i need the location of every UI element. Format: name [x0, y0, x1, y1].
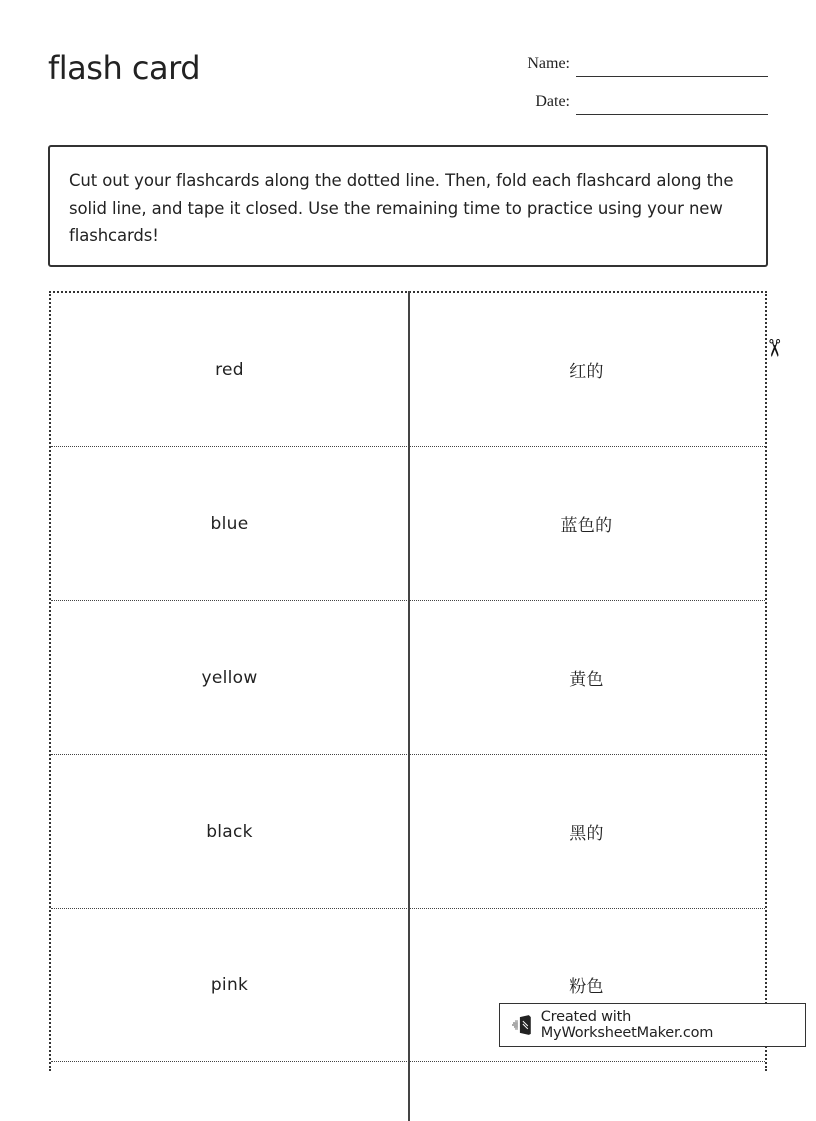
flashcard-grid — [49, 291, 767, 1071]
worksheet-title: flash card — [48, 49, 200, 87]
name-label: Name: — [527, 55, 570, 72]
created-with-badge[interactable] — [499, 1003, 806, 1047]
flashcard-back: 黑的 — [569, 824, 604, 844]
date-input-line[interactable] — [576, 90, 768, 115]
scissors-icon: ✂ — [760, 337, 789, 359]
flashcard-front: red — [215, 359, 244, 380]
flashcard-back: 黄色 — [569, 670, 604, 690]
date-field-row — [500, 90, 768, 113]
flashcard-front: pink — [210, 974, 249, 995]
flashcard-front: blue — [210, 513, 249, 534]
flashcard-back: 蓝色的 — [560, 516, 613, 536]
fold-line — [408, 291, 410, 1121]
badge-text: Created with MyWorksheetMaker.com — [540, 1009, 714, 1041]
flashcard-front: yellow — [201, 667, 258, 688]
instructions-box: Cut out your flashcards along the dotted line. Then, fold each flashcard along the solid line, and tape it closed. Use the remaining time to practice using your new flashcards! — [48, 145, 768, 267]
worksheet-maker-logo-icon — [512, 1014, 534, 1036]
flashcard-back: 粉色 — [569, 977, 604, 997]
flashcard-front: black — [206, 821, 253, 842]
flashcard-back: 红的 — [569, 362, 604, 382]
name-field-row — [500, 52, 768, 75]
name-input-line[interactable] — [576, 52, 768, 77]
date-label: Date: — [535, 93, 570, 110]
